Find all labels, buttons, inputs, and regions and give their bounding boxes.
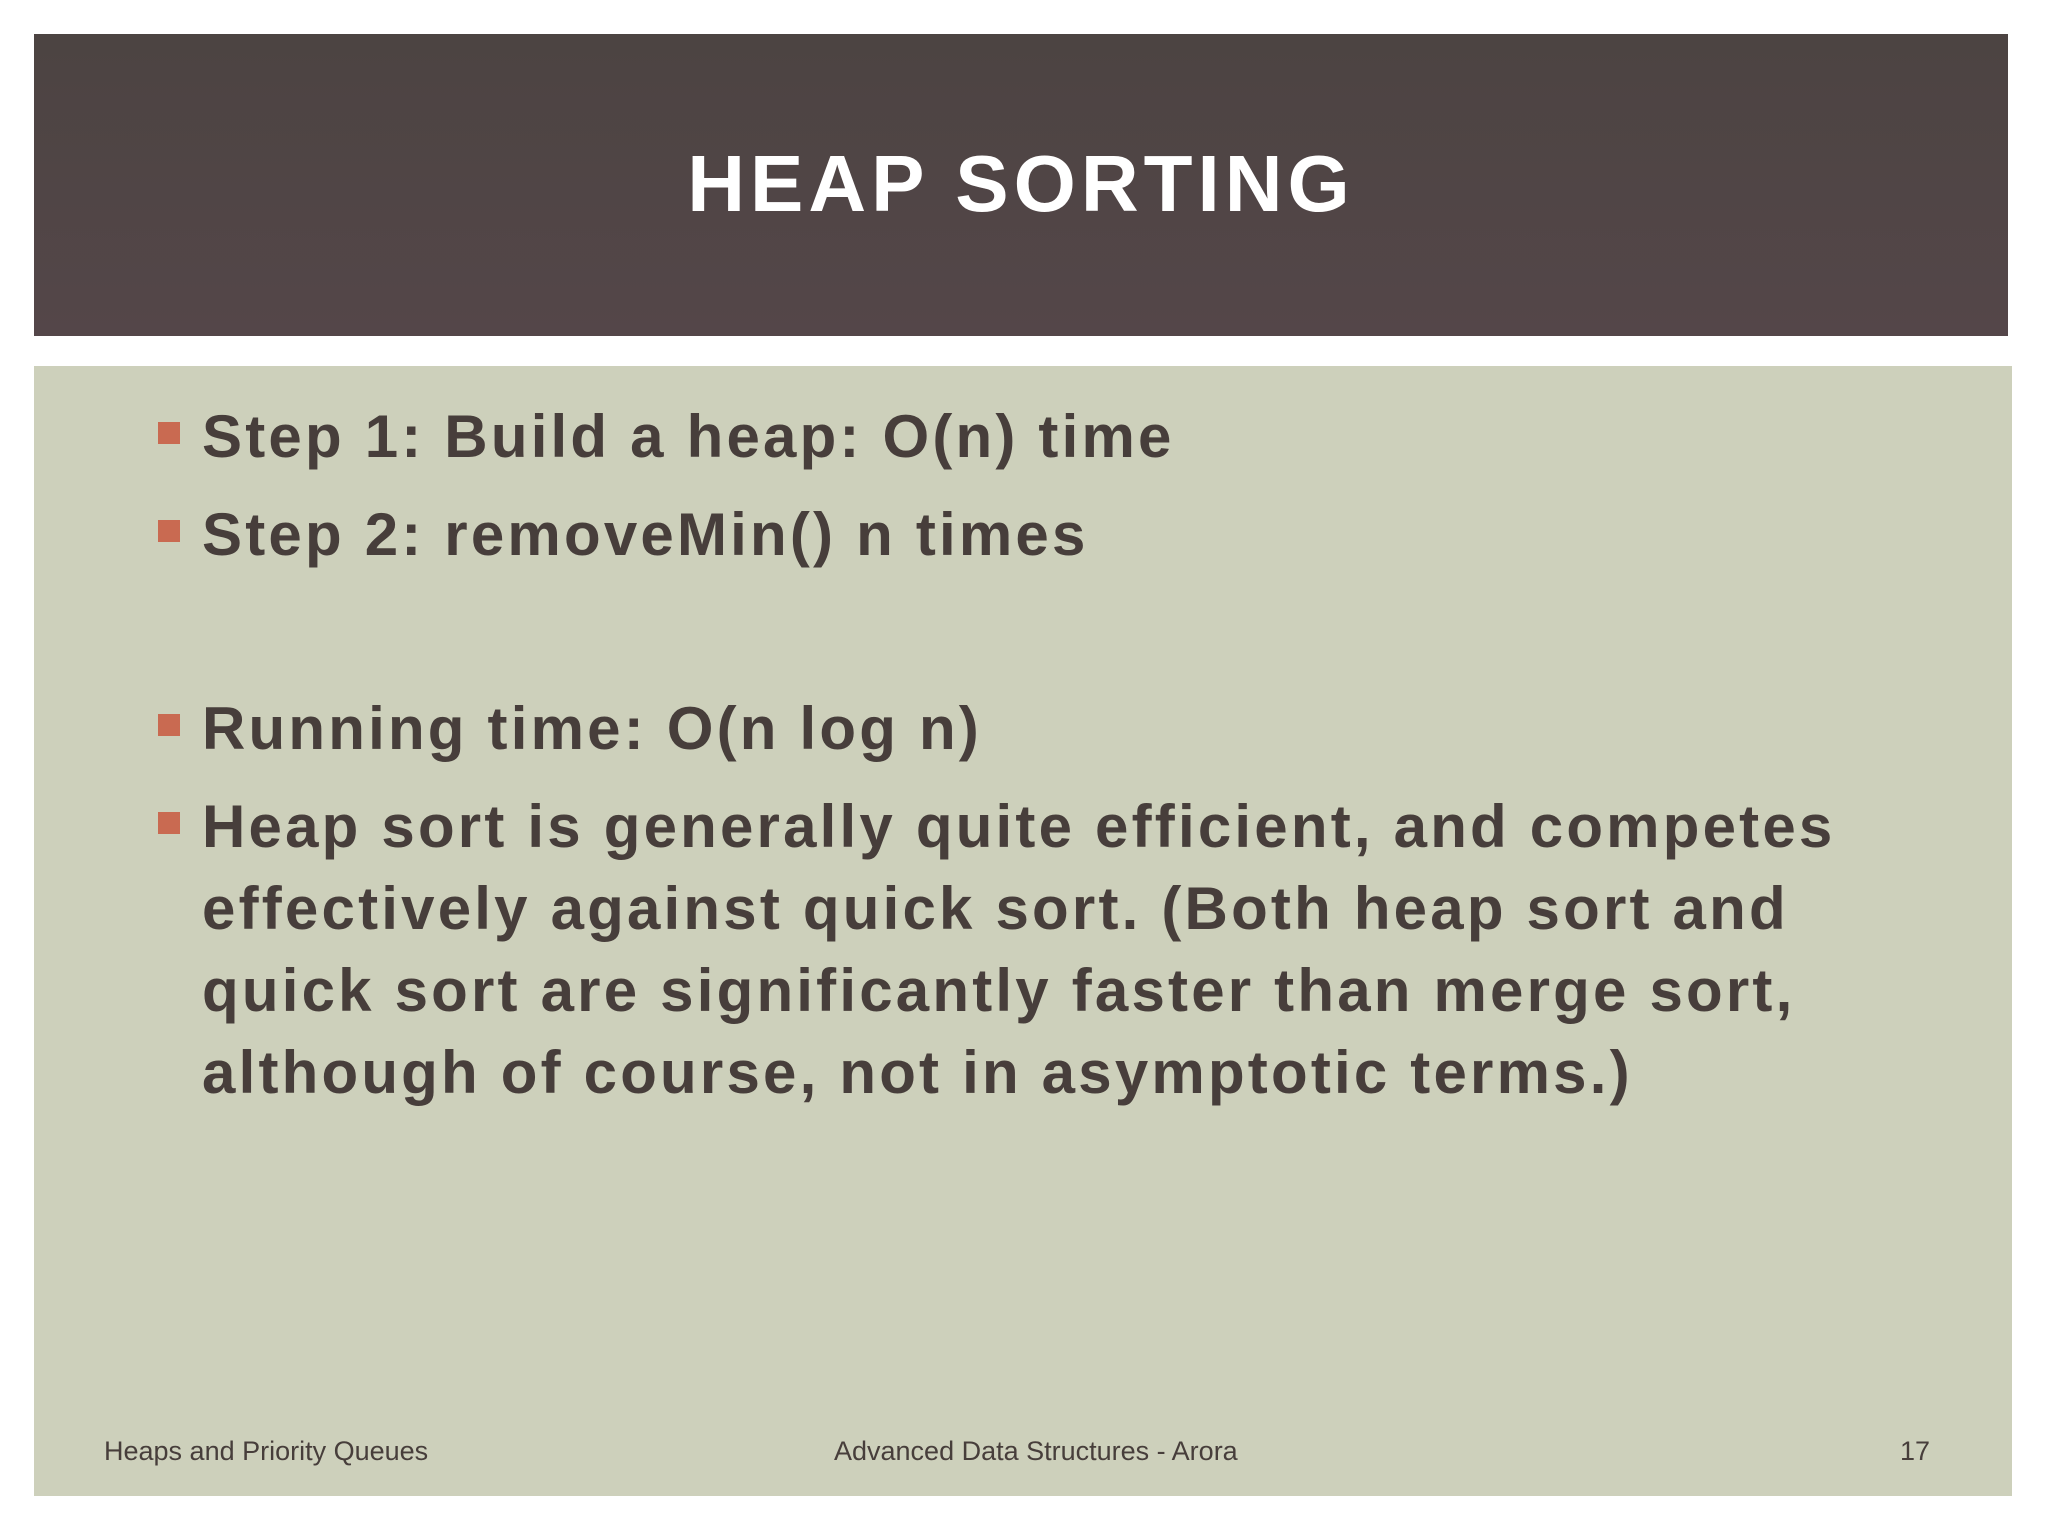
bullet-text: Heap sort is generally quite efficient, and competes effectively against quick sort. (Both heap sort and quick sort are significantly faster than merge sort, although of course, not in asymptotic terms.) xyxy=(202,793,1836,1106)
bullet-item xyxy=(122,786,1952,1114)
bullet-item xyxy=(122,494,1952,576)
title-bar xyxy=(34,34,2008,336)
bullet-text: Step 2: removeMin() n times xyxy=(202,501,1089,568)
footer-course-name: Advanced Data Structures - Arora xyxy=(834,1436,1238,1466)
content-area xyxy=(34,366,2012,1496)
bullet-square-icon xyxy=(158,422,180,444)
bullet-list xyxy=(122,396,1952,1114)
slide-title: HEAP SORTING xyxy=(687,139,1355,228)
bullet-square-icon xyxy=(158,714,180,736)
bullet-item xyxy=(122,688,1952,770)
page-number: 17 xyxy=(1899,1436,1930,1466)
bullet-text: Step 1: Build a heap: O(n) time xyxy=(202,403,1175,470)
bullet-square-icon xyxy=(158,812,180,834)
bullet-item xyxy=(122,396,1952,478)
footer-deck-title: Heaps and Priority Queues xyxy=(104,1436,429,1466)
bullet-square-icon xyxy=(158,520,180,542)
footer xyxy=(34,1436,2012,1476)
bullet-text: Running time: O(n log n) xyxy=(202,695,982,762)
